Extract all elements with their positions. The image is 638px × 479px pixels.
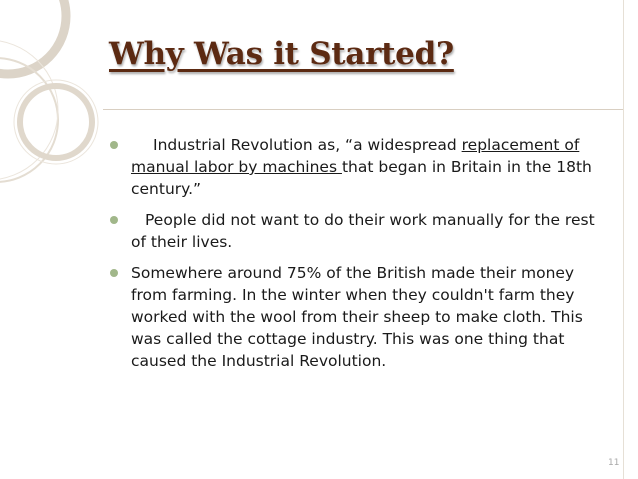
- decorative-circles: [0, 0, 110, 190]
- slide-title: Why Was it Started?: [109, 36, 454, 72]
- bullet-text-tail: that began in Britain in the 18th century.”: [131, 158, 592, 198]
- bullet-item: [103, 209, 613, 253]
- bullet-item: [103, 262, 613, 372]
- bullet-marker-icon: [110, 141, 118, 149]
- bullet-marker-icon: [110, 269, 118, 277]
- bullet-text-underlined: replacement of manual labor by machines: [131, 136, 580, 176]
- bullet-item: [103, 134, 613, 200]
- right-edge-line: [623, 0, 624, 479]
- bullet-list: [103, 134, 613, 381]
- bullet-text: Somewhere around 75% of the British made their money from farming. In the winter when they couldn't farm they worked with the wool from their sheep to make cloth. This was called the cottage industry. This was one thing that caused the Industrial Revolution.: [131, 264, 583, 370]
- bullet-marker-icon: [110, 216, 118, 224]
- bullet-text: People did not want to do their work manually for the rest of their lives.: [131, 211, 595, 251]
- title-divider: [103, 109, 623, 110]
- bullet-text-lead: Industrial Revolution as, “a widespread: [153, 136, 462, 154]
- page-number: 11: [608, 458, 620, 468]
